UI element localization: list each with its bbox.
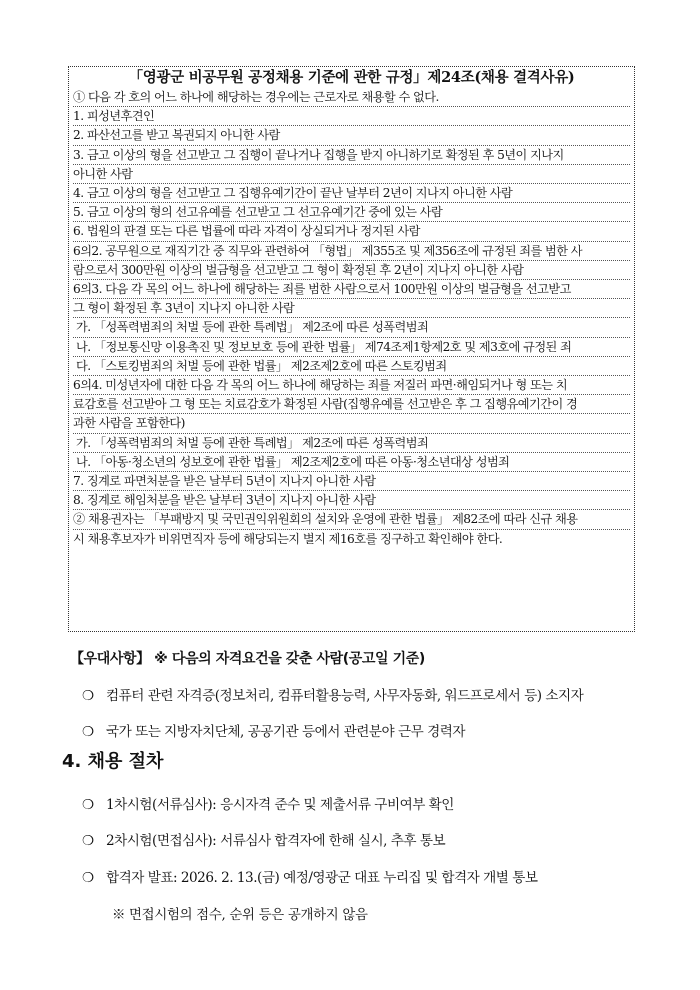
box-line: ① 다음 각 호의 어느 하나에 해당하는 경우에는 근로자로 채용할 수 없다. bbox=[73, 88, 630, 107]
preference-title: 【우대사항】 ※ 다음의 자격요건을 갖춘 사람(공고일 기준) bbox=[70, 651, 425, 667]
box-line: 6. 법원의 판결 또는 다른 법률에 따라 자격이 상실되거나 정지된 사람 bbox=[73, 222, 630, 241]
box-lines bbox=[73, 88, 630, 548]
box-line: 나. 「정보통신망 이용촉진 및 정보보호 등에 관한 법률」 제74조제1항제2호 및 제3호에 규정된 죄 bbox=[73, 338, 630, 357]
box-line: 그 형이 확정된 후 3년이 지나지 아니한 사람 bbox=[73, 299, 630, 318]
circle-bullet-icon: ❍ bbox=[82, 797, 94, 813]
circle-bullet-icon: ❍ bbox=[82, 870, 94, 886]
box-line: 6의2. 공무원으로 재직기간 중 직무와 관련하여 「형법」 제355조 및 제356조에 규정된 죄를 범한 사 bbox=[73, 242, 630, 261]
procedure-item-text: 합격자 발표: 2026. 2. 13.(금) 예정/영광군 대표 누리집 및 합격자 개별 통보 bbox=[106, 870, 538, 886]
preference-item-text: 컴퓨터 관련 자격증(정보처리, 컴퓨터활용능력, 사무자동화, 워드프로세서 등) 소지자 bbox=[106, 688, 584, 704]
box-line: 과한 사람을 포함한다) bbox=[73, 414, 630, 433]
box-line: 나. 「아동·청소년의 성보호에 관한 법률」 제2조제2호에 따른 아동·청소년대상 성범죄 bbox=[73, 453, 630, 472]
box-line: 6의3. 다음 각 목의 어느 하나에 해당하는 죄를 범한 사람으로서 100만원 이상의 벌금형을 선고받고 bbox=[73, 280, 630, 299]
box-line: 료감호를 선고받아 그 형 또는 치료감호가 확정된 사람(집행유예를 선고받은 후 그 집행유예기간이 경 bbox=[73, 395, 630, 414]
box-line: 6의4. 미성년자에 대한 다음 각 목의 어느 하나에 해당하는 죄를 저질러 파면·해임되거나 형 또는 치 bbox=[73, 376, 630, 395]
preference-item-text: 국가 또는 지방자치단체, 공공기관 등에서 관련분야 근무 경력자 bbox=[106, 724, 465, 740]
procedure-item bbox=[82, 866, 672, 886]
box-title: 「영광군 비공무원 공정채용 기준에 관한 규정」제24조(채용 결격사유) bbox=[128, 69, 575, 86]
procedure-item bbox=[82, 829, 672, 849]
box-line: 4. 금고 이상의 형을 선고받고 그 집행유예기간이 끝난 날부터 2년이 지나지 아니한 사람 bbox=[73, 184, 630, 203]
box-line: 8. 징계로 해임처분을 받은 날부터 3년이 지나지 아니한 사람 bbox=[73, 491, 630, 510]
box-line: 시 채용후보자가 비위면직자 등에 해당되는지 별지 제16호를 징구하고 확인해야 한다. bbox=[73, 531, 503, 546]
procedure-item bbox=[82, 793, 672, 813]
box-line: ② 채용권자는 「부패방지 및 국민권익위원회의 설치와 운영에 관한 법률」 제82조에 따라 신규 채용 bbox=[73, 510, 630, 529]
circle-bullet-icon: ❍ bbox=[82, 688, 94, 704]
box-line: 가. 「성폭력범죄의 처벌 등에 관한 특례법」 제2조에 따른 성폭력범죄 bbox=[73, 434, 630, 453]
box-line: 람으로서 300만원 이상의 벌금형을 선고받고 그 형이 확정된 후 2년이 지나지 아니한 사람 bbox=[73, 261, 630, 280]
procedure-item-text: 1차시험(서류심사): 응시자격 준수 및 제출서류 구비여부 확인 bbox=[106, 797, 454, 813]
box-line: 3. 금고 이상의 형을 선고받고 그 집행이 끝나거나 집행을 받지 아니하기로 확정된 후 5년이 지나지 bbox=[73, 146, 630, 165]
box-line: 다. 「스토킹범죄의 처벌 등에 관한 법률」 제2조제2호에 따른 스토킹범죄 bbox=[73, 357, 630, 376]
circle-bullet-icon: ❍ bbox=[82, 724, 94, 740]
preference-item bbox=[82, 684, 672, 704]
box-line: 5. 금고 이상의 형의 선고유예를 선고받고 그 선고유예기간 중에 있는 사람 bbox=[73, 203, 630, 222]
box-line: 7. 징계로 파면처분을 받은 날부터 5년이 지나지 아니한 사람 bbox=[73, 472, 630, 491]
box-line: 아니한 사람 bbox=[73, 165, 630, 184]
box-line: 가. 「성폭력범죄의 처벌 등에 관한 특례법」 제2조에 따른 성폭력범죄 bbox=[73, 318, 630, 337]
disqualification-box bbox=[68, 66, 635, 632]
box-line: 1. 피성년후견인 bbox=[73, 107, 630, 126]
procedure-item-text: 2차시험(면접심사): 서류심사 합격자에 한해 실시, 추후 통보 bbox=[106, 833, 446, 849]
box-line: 2. 파산선고를 받고 복권되지 아니한 사람 bbox=[73, 126, 630, 145]
procedure-heading: 4. 채용 절차 bbox=[62, 751, 164, 772]
circle-bullet-icon: ❍ bbox=[82, 833, 94, 849]
preference-item bbox=[82, 720, 672, 740]
procedure-note: ※ 면접시험의 점수, 순위 등은 공개하지 않음 bbox=[112, 908, 368, 923]
